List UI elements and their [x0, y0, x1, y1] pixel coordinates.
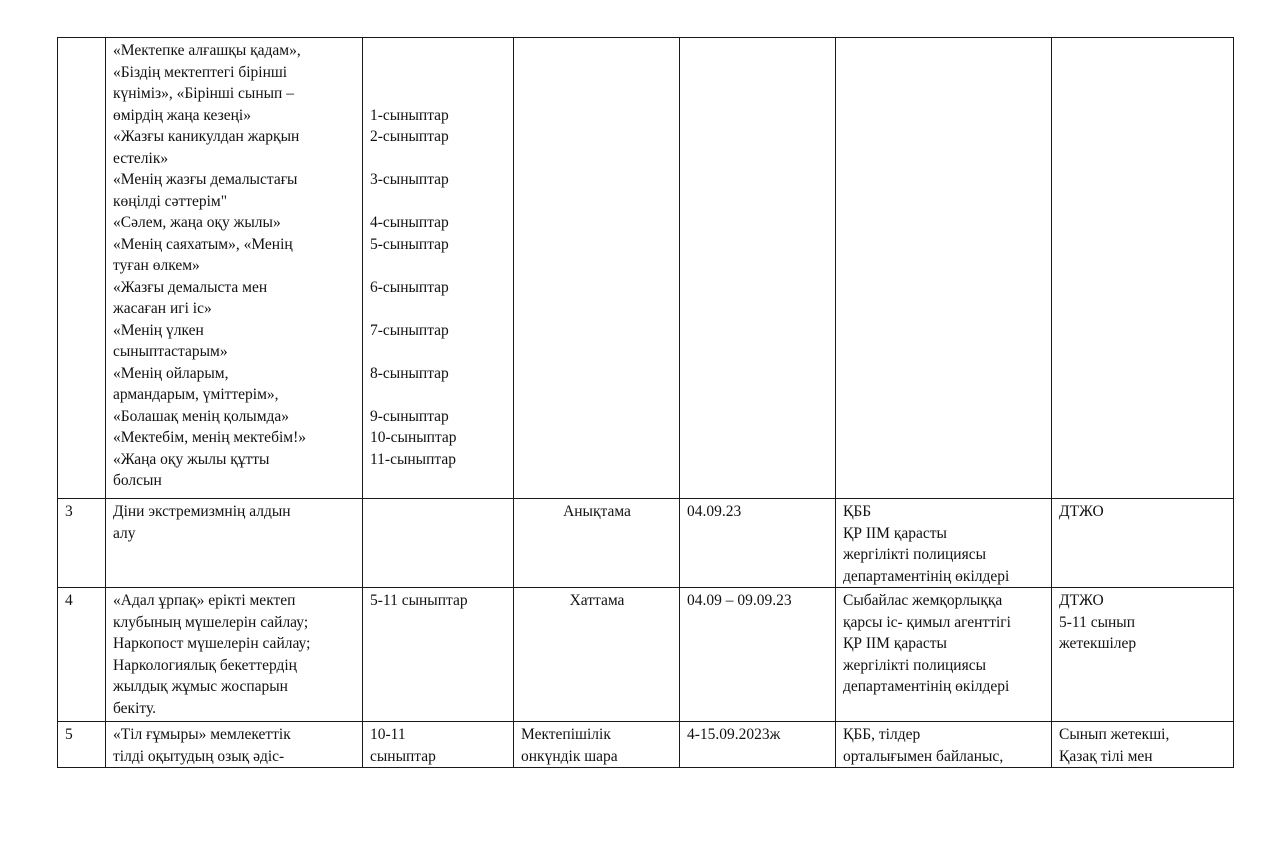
event-line: «Менің үлкен — [113, 321, 204, 339]
class-line — [370, 83, 507, 105]
event-line: «Адал ұрпақ» ерікті мектеп — [113, 592, 296, 609]
partners-cell — [836, 38, 1052, 499]
event-line: «Менің жазғы демалыстағы — [113, 171, 298, 188]
table-row — [58, 722, 1234, 768]
classes-cell — [363, 499, 514, 588]
event-line: «Менің ойларым, — [113, 364, 229, 382]
event-line: «Жазғы демалыста мен — [113, 278, 268, 296]
class-line: 11-сыныптар — [370, 450, 456, 468]
classes-cell: 5-11 сыныптар — [363, 588, 514, 722]
class-line: 7-сыныптар — [370, 321, 449, 339]
event-line: клубының мүшелерін сайлау; — [113, 613, 309, 631]
responsible-cell: ДТЖО — [1052, 499, 1234, 588]
event-line: болсын — [113, 472, 162, 489]
class-line: 8-сыныптар — [370, 364, 449, 382]
event-line: армандарым, үміттерім», — [113, 386, 279, 403]
class-line: 5-сыныптар — [370, 235, 449, 253]
class-line — [370, 191, 507, 213]
class-line — [370, 62, 507, 84]
date-cell: 4-15.09.2023ж — [680, 722, 836, 768]
class-line — [370, 148, 507, 170]
event-line: «Жаңа оқу жылы құтты — [113, 450, 270, 468]
event-line: естелік» — [113, 149, 169, 167]
date-cell — [680, 38, 836, 499]
form-cell: Анықтама — [514, 499, 680, 588]
event-cell: «Тіл ғұмыры» мемлекеттік тілді оқытудың озық әдіс- — [106, 722, 363, 768]
partners-cell: Сыбайлас жемқорлыққа қарсы іс- қимыл агенттігі ҚР ІІМ қарасты жергілікті полициясы департаментінің өкілдері — [836, 588, 1052, 722]
table-row — [58, 588, 1234, 722]
event-line: «Сәлем, жаңа оқу жылы» — [113, 214, 281, 231]
class-line: 9-сыныптар — [370, 407, 449, 425]
responsible-cell — [1052, 38, 1234, 499]
event-line: жылдық жұмыс жоспарын — [113, 678, 288, 695]
event-line: сыныптастарым» — [113, 343, 228, 360]
class-line: 2-сыныптар — [370, 128, 449, 145]
class-line — [370, 298, 507, 320]
class-line — [370, 255, 507, 277]
plan-table — [57, 37, 1234, 768]
partners-cell: ҚББ, тілдер орталығымен байланыс, — [836, 722, 1052, 768]
event-line: бекіту. — [113, 699, 157, 717]
event-line: «Мектепке алғашқы қадам», — [113, 42, 301, 59]
class-line — [370, 341, 507, 363]
table-row — [58, 38, 1234, 499]
row-number-cell: 4 — [58, 588, 106, 722]
class-line: 3-сыныптар — [370, 171, 449, 188]
class-line: 6-сыныптар — [370, 278, 449, 296]
event-cell — [106, 38, 363, 499]
event-line: «Болашақ менің қолымда» — [113, 407, 290, 425]
classes-cell — [363, 38, 514, 499]
partners-cell: ҚББ ҚР ІІМ қарасты жергілікті полициясы департаментінің өкілдері — [836, 499, 1052, 588]
row-number-cell: 3 — [58, 499, 106, 588]
class-line — [370, 40, 507, 62]
event-line: жасаған игі іс» — [113, 300, 212, 317]
class-line: 1-сыныптар — [370, 106, 449, 124]
event-line: «Біздің мектептегі бірінші — [113, 63, 288, 81]
class-line — [370, 384, 507, 406]
event-line: күніміз», «Бірінші сынып – — [113, 85, 294, 102]
event-line: Наркологиялық бекеттердің — [113, 656, 297, 674]
event-line: туған өлкем» — [113, 257, 200, 274]
class-line — [370, 470, 507, 492]
event-line: өмірдің жаңа кезеңі» — [113, 106, 251, 124]
row-number-cell — [58, 38, 106, 499]
responsible-cell: ДТЖО 5-11 сынып жетекшілер — [1052, 588, 1234, 722]
responsible-cell: Сынып жетекші, Қазақ тілі мен — [1052, 722, 1234, 768]
table-row — [58, 499, 1234, 588]
class-line: 4-сыныптар — [370, 214, 449, 231]
form-cell — [514, 38, 680, 499]
date-cell: 04.09.23 — [680, 499, 836, 588]
event-line: «Жазғы каникулдан жарқын — [113, 128, 300, 145]
classes-cell: 10-11 сыныптар — [363, 722, 514, 768]
event-cell — [106, 588, 363, 722]
event-line: «Мектебім, менің мектебім!» — [113, 429, 306, 446]
event-line: «Менің саяхатым», «Менің — [113, 235, 293, 253]
row-number-cell: 5 — [58, 722, 106, 768]
form-cell: Мектепішілік онкүндік шара — [514, 722, 680, 768]
event-line: Наркопост мүшелерін сайлау; — [113, 635, 311, 652]
class-line: 10-сыныптар — [370, 429, 457, 446]
date-cell: 04.09 – 09.09.23 — [680, 588, 836, 722]
event-line: көңілді сәттерім" — [113, 192, 228, 210]
event-cell: Діни экстремизмнің алдын алу — [106, 499, 363, 588]
form-cell: Хаттама — [514, 588, 680, 722]
